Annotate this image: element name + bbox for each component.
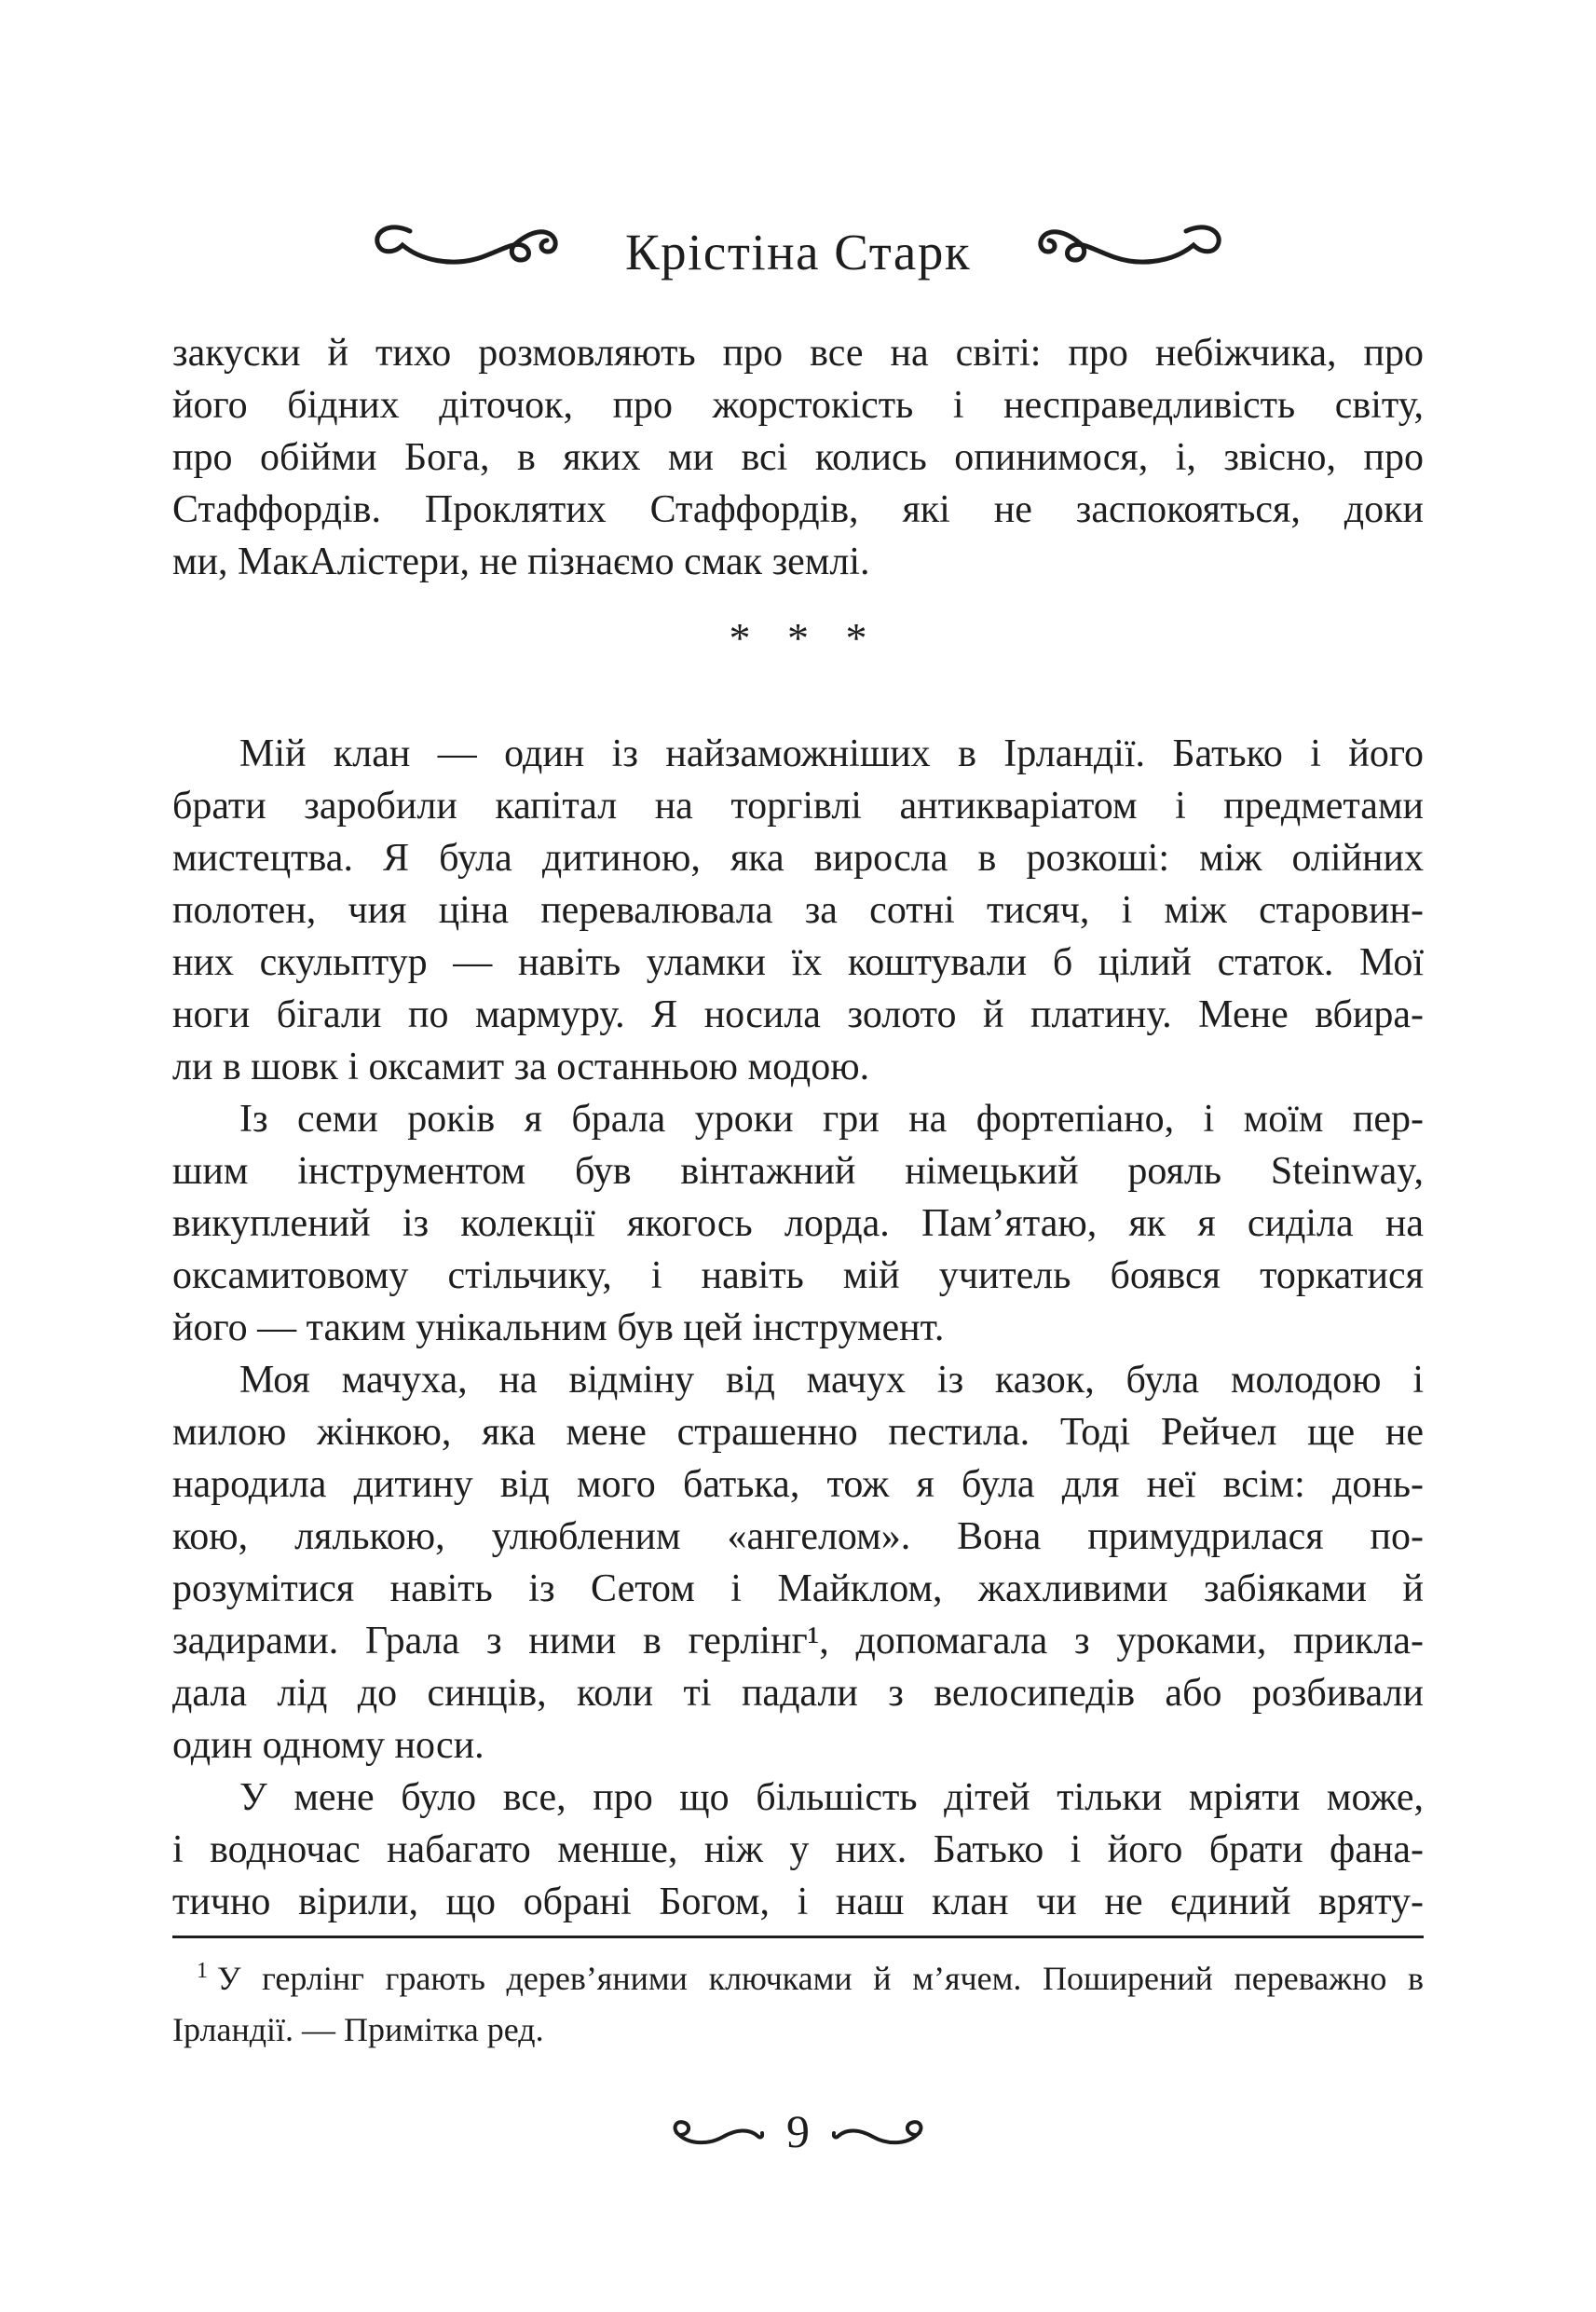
text-line: його бідних діточок, про жорстокість і несправедливість світу, (172, 384, 1424, 427)
text-line: народила дитину від мого батька, тож я була для неї всім: донь- (172, 1463, 1424, 1506)
text-line: ноги бігали по мармуру. Я носила золото й платину. Мене вбира- (172, 993, 1424, 1036)
scene-separator-stars: * * * (729, 614, 880, 662)
page-number-flourish-left-icon (667, 2116, 764, 2150)
text-line: викуплений із колекції якогось лорда. Пам’ятаю, як я сиділа на (172, 1202, 1424, 1245)
text-line: Із семи років я брала уроки гри на фортепіано, і моїм пер- (239, 1098, 1424, 1141)
body-text (172, 327, 1424, 1928)
text-line: них скульптур — навіть уламки їх коштували б цілий статок. Мої (172, 941, 1424, 984)
text-line: про обійми Бога, в яких ми всі колись опинимося, і, звісно, про (172, 436, 1424, 479)
body-paragraph (172, 1354, 1424, 1772)
page-number: 9 (786, 2105, 810, 2157)
text-line: шим інструментом був вінтажний німецький рояль Steinway, (172, 1150, 1424, 1193)
footnote-line: Ірландії. — Примітка ред. (172, 2011, 544, 2048)
body-paragraph (172, 728, 1424, 1093)
text-line: дала лід до синців, коли ті падали з велосипедів або розбивали (172, 1672, 1424, 1715)
body-paragraph (172, 1093, 1424, 1354)
footnote-separator-line (172, 1936, 1424, 1938)
header-flourish-right-icon (997, 217, 1230, 292)
text-line: милою жінкою, яка мене страшенно пестила. Тоді Рейчел ще не (172, 1411, 1424, 1454)
text-line: закуски й тихо розмовляють про все на світі: про небіжчика, про (172, 332, 1424, 375)
text-line: розумітися навіть із Сетом і Майклом, жахливими забіяками й (172, 1567, 1424, 1610)
footnote-marker: 1 (197, 1959, 208, 1983)
header-flourish-left-icon (366, 217, 599, 292)
page-number-row (172, 2105, 1424, 2158)
text-line: задирами. Грала з ними в герлінг¹, допомагала з уроками, прикла- (172, 1620, 1424, 1662)
text-line: тично вірили, що обрані Богом, і наш клан чи не єдиний вряту- (172, 1881, 1424, 1923)
text-line: Моя мачуха, на відміну від мачух із казок, була молодою і (239, 1359, 1424, 1402)
text-line: полотен, чия ціна перевалювала за сотні тисяч, і між старовин- (172, 889, 1424, 932)
text-line: його — таким унікальним був цей інструмент. (172, 1306, 945, 1349)
body-paragraph (172, 327, 1424, 588)
footnote-line (172, 1953, 1424, 2004)
text-line: ли в шовк і оксамит за останньою модою. (172, 1046, 870, 1088)
running-header-title: Крістіна Старк (624, 223, 972, 280)
text-line: брати заробили капітал на торгівлі антикваріатом і предметами (172, 785, 1424, 828)
text-line: оксамитовому стільчику, і навіть мій учитель боявся торкатися (172, 1254, 1424, 1297)
text-line: У мене було все, про що більшість дітей тільки мріяти може, (239, 1776, 1424, 1819)
footnote (172, 1953, 1424, 2056)
text-line: Стаффордів. Проклятих Стаффордів, які не заспокояться, доки (172, 488, 1424, 531)
text-line: мистецтва. Я була дитиною, яка виросла в розкоші: між олійних (172, 837, 1424, 880)
text-line: і водночас набагато менше, ніж у них. Батько і його брати фана- (172, 1828, 1424, 1871)
text-line: Мій клан — один із найзаможніших в Ірландії. Батько і його (239, 732, 1424, 775)
body-paragraph (172, 1772, 1424, 1928)
text-line: ми, МакАлістери, не пізнаємо смак землі. (172, 540, 870, 583)
footnote-text: У герлінг грають дерев’яними ключками й м’ячем. Поширений переважно в (217, 1960, 1424, 1997)
text-line: один одному носи. (172, 1724, 484, 1767)
running-header (172, 217, 1424, 292)
text-line: кою, лялькою, улюбленим «ангелом». Вона примудрилася по- (172, 1515, 1424, 1558)
page-number-flourish-right-icon (832, 2116, 929, 2150)
